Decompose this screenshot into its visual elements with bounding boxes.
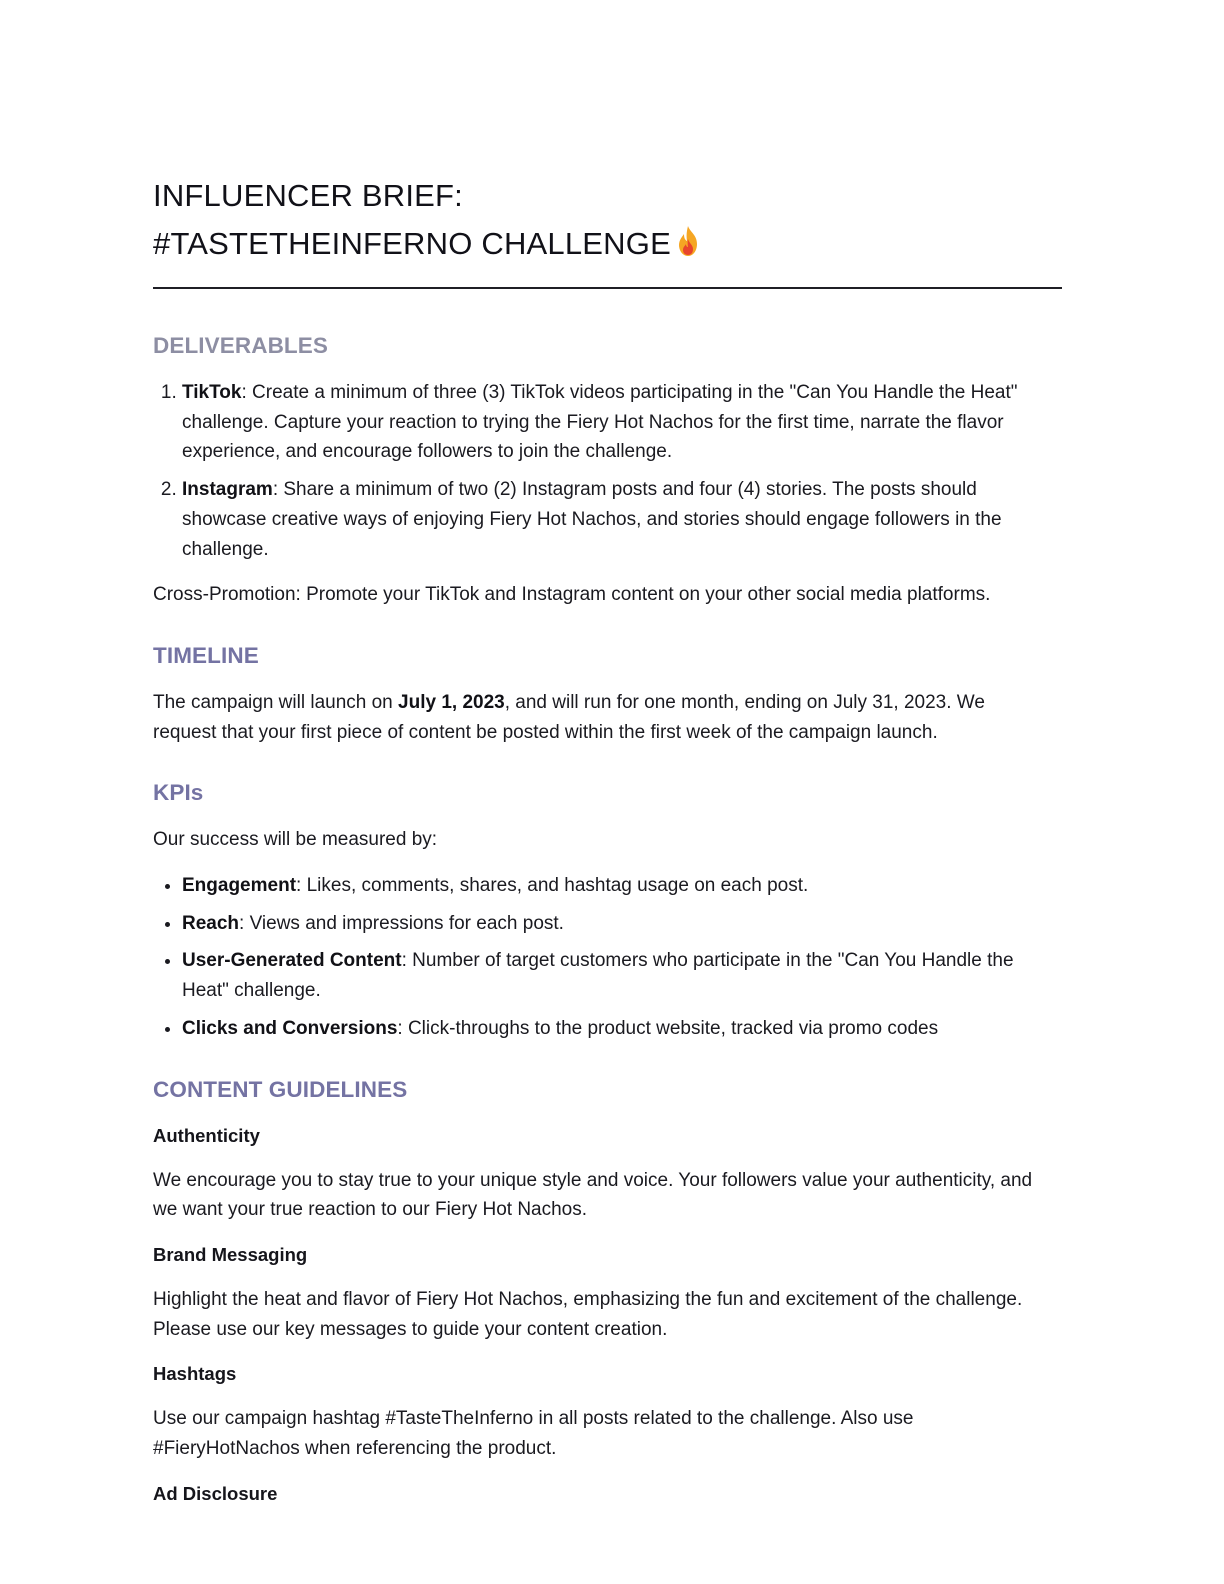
deliverable-label: Instagram: [182, 479, 273, 501]
guideline-text-brand-messaging: Highlight the heat and flavor of Fiery Hot Nachos, emphasizing the fun and excitement of the challenge. Please use our key messages to guide your content creation.: [153, 1288, 1023, 1340]
deliverables-list: [153, 378, 1033, 564]
cross-promotion-text: Cross-Promotion: Promote your TikTok and Instagram content on your other social media platforms.: [153, 584, 991, 606]
deliverable-text: : Create a minimum of three (3) TikTok videos participating in the "Can You Handle the Heat" challenge. Capture your reaction to trying the Fiery Hot Nachos for the first time, narrate the flavor experience, and encourage followers to join the challenge.: [182, 382, 1018, 463]
kpi-text: : Views and impressions for each post.: [239, 912, 564, 934]
guideline-text-hashtags: Use our campaign hashtag #TasteTheInferno in all posts related to the challenge. Also use #FieryHotNachos when referencing the product.: [153, 1408, 914, 1460]
timeline-text-before: The campaign will launch on: [153, 691, 399, 713]
kpi-text: : Likes, comments, shares, and hashtag usage on each post.: [296, 875, 809, 897]
kpi-label: Clicks and Conversions: [182, 1017, 398, 1039]
title-line-1: INFLUENCER BRIEF:: [153, 178, 463, 213]
deliverable-label: TikTok: [182, 382, 242, 403]
kpi-text: : Number of target customers who participate in the "Can You Handle the Heat" challenge.: [182, 950, 1014, 1002]
deliverable-text: : Share a minimum of two (2) Instagram posts and four (4) stories. The posts should showcase creative ways of enjoying Fiery Hot Nachos, and stories should engage followers in the challenge.: [182, 479, 1002, 560]
content-guidelines-heading: CONTENT GUIDELINES: [153, 1076, 408, 1102]
title-line-2: #TASTETHEINFERNO CHALLENGE: [153, 226, 671, 261]
timeline-text-after: , and will run for one month, ending on July 31, 2023. We request that your first piece of content be posted within the first week of the campaign launch.: [153, 691, 985, 743]
timeline-text: [153, 688, 1033, 747]
kpi-item-engagement: [182, 871, 1033, 901]
title-divider: [153, 287, 1062, 289]
fire-icon: [675, 225, 701, 257]
guideline-title-brand-messaging: Brand Messaging: [153, 1243, 308, 1265]
kpi-item-clicks: [182, 1014, 1033, 1044]
guideline-title-ad-disclosure: Ad Disclosure: [153, 1482, 278, 1504]
deliverable-item-instagram: [182, 475, 1033, 564]
deliverable-item-tiktok: [182, 378, 1033, 467]
document-title: [153, 172, 701, 268]
guideline-title-authenticity: Authenticity: [153, 1124, 260, 1146]
kpi-label: Engagement: [182, 875, 297, 897]
kpi-label: Reach: [182, 912, 240, 934]
title-line-2-wrap: [153, 220, 701, 268]
kpi-text: : Click-throughs to the product website, tracked via promo codes: [397, 1017, 939, 1039]
timeline-heading: TIMELINE: [153, 642, 259, 668]
document-body: [153, 330, 1033, 1508]
deliverables-heading: DELIVERABLES: [153, 333, 328, 358]
launch-date: July 1, 2023: [398, 691, 505, 713]
kpi-item-reach: [182, 909, 1033, 939]
kpis-list: [153, 871, 1033, 1044]
guideline-title-hashtags: Hashtags: [153, 1363, 237, 1385]
kpi-label: User-Generated Content: [182, 950, 402, 972]
kpis-heading: KPIs: [153, 780, 204, 806]
guideline-text-authenticity: We encourage you to stay true to your unique style and voice. Your followers value your authenticity, and we want your true reaction to our Fiery Hot Nachos.: [153, 1169, 1033, 1221]
kpi-item-ugc: [182, 946, 1033, 1005]
kpis-intro: Our success will be measured by:: [153, 829, 438, 851]
